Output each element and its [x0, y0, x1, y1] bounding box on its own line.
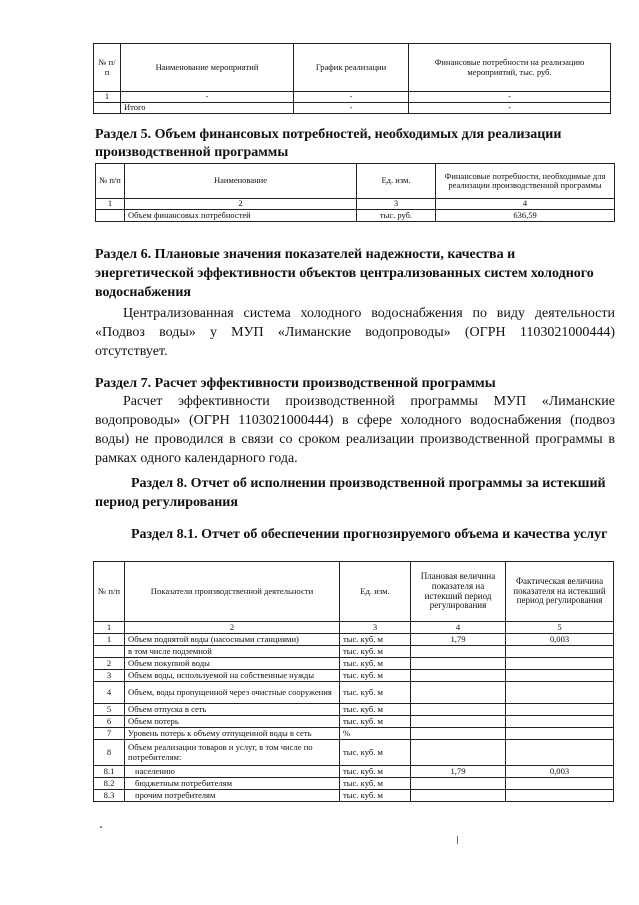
section6-heading: Раздел 6. Плановые значения показателей надежности, качества и энергетической эффективности объектов централизованных систем холодного водоснабжения [95, 247, 594, 300]
cell-planned: 1,79 [411, 766, 506, 778]
cell [96, 210, 125, 222]
header-schedule: График реализации [294, 44, 409, 92]
cell-indicator: Объем покупной воды [125, 658, 340, 670]
table-row [94, 766, 614, 778]
cell: 3 [94, 670, 125, 682]
cell [94, 103, 121, 114]
cell-indicator: Объем реализации товаров и услуг, в том числе по потребителям: [125, 740, 340, 766]
header-actual: Фактическая величина показателя на истекший период регулирования [506, 562, 614, 622]
column-number: 3 [340, 622, 411, 634]
cell-unit: тыс. куб. м [340, 740, 411, 766]
header-number: № п/п [94, 44, 121, 92]
header-unit: Ед. изм. [357, 164, 436, 199]
cell-unit: % [340, 728, 411, 740]
table-row [94, 634, 614, 646]
header-number: № п/п [96, 164, 125, 199]
cell: - [294, 92, 409, 103]
measures-table [93, 43, 611, 114]
column-number: 5 [506, 622, 614, 634]
section6-text: Централизованная система холодного водоснабжения по виду деятельности «Подвоз воды» у МУП «Лиманские водопроводы» (ОГРН 1103021000444) отсутствует. [95, 306, 615, 359]
cell-indicator: населению [125, 766, 340, 778]
cell-planned [411, 778, 506, 790]
cell-actual [506, 740, 614, 766]
cell-actual [506, 778, 614, 790]
column-number: 2 [125, 622, 340, 634]
column-number: 3 [357, 199, 436, 210]
cell-unit: тыс. куб. м [340, 646, 411, 658]
cell-total-label: Итого [121, 103, 294, 114]
cell [94, 646, 125, 658]
cell: - [409, 92, 611, 103]
cell: - [409, 103, 611, 114]
cell-unit: тыс. куб. м [340, 634, 411, 646]
table-row [94, 716, 614, 728]
table-row [94, 670, 614, 682]
cell-actual: 0,003 [506, 634, 614, 646]
cell-indicator: бюджетным потребителям [125, 778, 340, 790]
header-measure-name: Наименование мероприятий [121, 44, 294, 92]
cell-unit: тыс. куб. м [340, 790, 411, 802]
table-row [94, 658, 614, 670]
cell-actual [506, 682, 614, 704]
header-number: № п/п [94, 562, 125, 622]
section5-heading: Раздел 5. Объем финансовых потребностей, необходимых для реализации производственной программы [95, 127, 562, 160]
cell-unit: тыс. куб. м [340, 682, 411, 704]
table-row [94, 704, 614, 716]
section7-text: Расчет эффективности производственной программы МУП «Лиманские водопроводы» (ОГРН 1103021000444) в сфере холодного водоснабжения (подвоз воды) не проводился в связи со сроком реализации производственной программы в рамках одного календарного года. [95, 394, 615, 466]
cell-actual [506, 790, 614, 802]
cell-planned [411, 704, 506, 716]
section7-heading: Раздел 7. Расчет эффективности производственной программы [95, 376, 496, 391]
cell-actual [506, 670, 614, 682]
cell-indicator: Объем, воды пропущенной через очистные сооружения [125, 682, 340, 704]
column-number: 4 [411, 622, 506, 634]
header-financial-needs: Финансовые потребности на реализацию мероприятий, тыс. руб. [409, 44, 611, 92]
cell-indicator: Объем поднятой воды (насосными станциями) [125, 634, 340, 646]
cell-unit: тыс. куб. м [340, 670, 411, 682]
cell-value: 636,59 [436, 210, 615, 222]
cell-unit: тыс. куб. м [340, 716, 411, 728]
cell-planned [411, 682, 506, 704]
cell: 6 [94, 716, 125, 728]
header-indicator: Показатели производственной деятельности [125, 562, 340, 622]
header-unit: Ед. изм. [340, 562, 411, 622]
section8-heading: Раздел 8. Отчет об исполнении производственной программы за истекший период регулирования [95, 476, 606, 510]
cell-unit: тыс. куб. м [340, 766, 411, 778]
header-name: Наименование [125, 164, 357, 199]
table-row [94, 790, 614, 802]
cell: 2 [94, 658, 125, 670]
cell-indicator: Уровень потерь к объему отпущенной воды в сеть [125, 728, 340, 740]
cell: - [121, 92, 294, 103]
cell: 7 [94, 728, 125, 740]
cell-indicator: Объем потерь [125, 716, 340, 728]
cell-planned [411, 740, 506, 766]
table-row [94, 778, 614, 790]
cell-actual [506, 658, 614, 670]
cell: 5 [94, 704, 125, 716]
cell-actual [506, 728, 614, 740]
column-number: 2 [125, 199, 357, 210]
cell-unit: тыс. куб. м [340, 778, 411, 790]
cell-actual: 0,003 [506, 766, 614, 778]
header-financial-needs: Финансовые потребности, необходимые для реализации производственной программы [436, 164, 615, 199]
cell-unit: тыс. куб. м [340, 658, 411, 670]
cell: 4 [94, 682, 125, 704]
cell-indicator: в том числе подземной [125, 646, 340, 658]
header-planned: Плановая величина показателя на истекший период регулирования [411, 562, 506, 622]
cell-indicator: Объем отпуска в сеть [125, 704, 340, 716]
section81-table [93, 561, 614, 802]
cell-unit: тыс. куб. м [340, 704, 411, 716]
cell: 8.2 [94, 778, 125, 790]
cell-planned [411, 728, 506, 740]
cell: 8 [94, 740, 125, 766]
scan-speck [457, 836, 458, 844]
scan-speck [100, 826, 102, 828]
cell: 8.3 [94, 790, 125, 802]
cell-planned [411, 670, 506, 682]
cell-planned [411, 790, 506, 802]
cell: 8.1 [94, 766, 125, 778]
cell: 1 [94, 634, 125, 646]
table-row [94, 740, 614, 766]
section5-table [95, 163, 615, 222]
column-number: 1 [94, 622, 125, 634]
table-row [94, 646, 614, 658]
table-row [94, 682, 614, 704]
cell-indicator: Объем финансовых потребностей [125, 210, 357, 222]
cell-unit: тыс. руб. [357, 210, 436, 222]
cell-planned [411, 658, 506, 670]
cell-actual [506, 646, 614, 658]
column-number: 1 [96, 199, 125, 210]
cell-actual [506, 716, 614, 728]
cell: 1 [94, 92, 121, 103]
cell-actual [506, 704, 614, 716]
cell-indicator: прочим потребителям [125, 790, 340, 802]
table-row [94, 728, 614, 740]
cell-planned [411, 716, 506, 728]
cell: - [294, 103, 409, 114]
cell-planned: 1,79 [411, 634, 506, 646]
column-number: 4 [436, 199, 615, 210]
section81-heading: Раздел 8.1. Отчет об обеспечении прогнозируемого объема и качества услуг [131, 527, 608, 542]
cell-planned [411, 646, 506, 658]
cell-indicator: Объем воды, используемой на собственные нужды [125, 670, 340, 682]
